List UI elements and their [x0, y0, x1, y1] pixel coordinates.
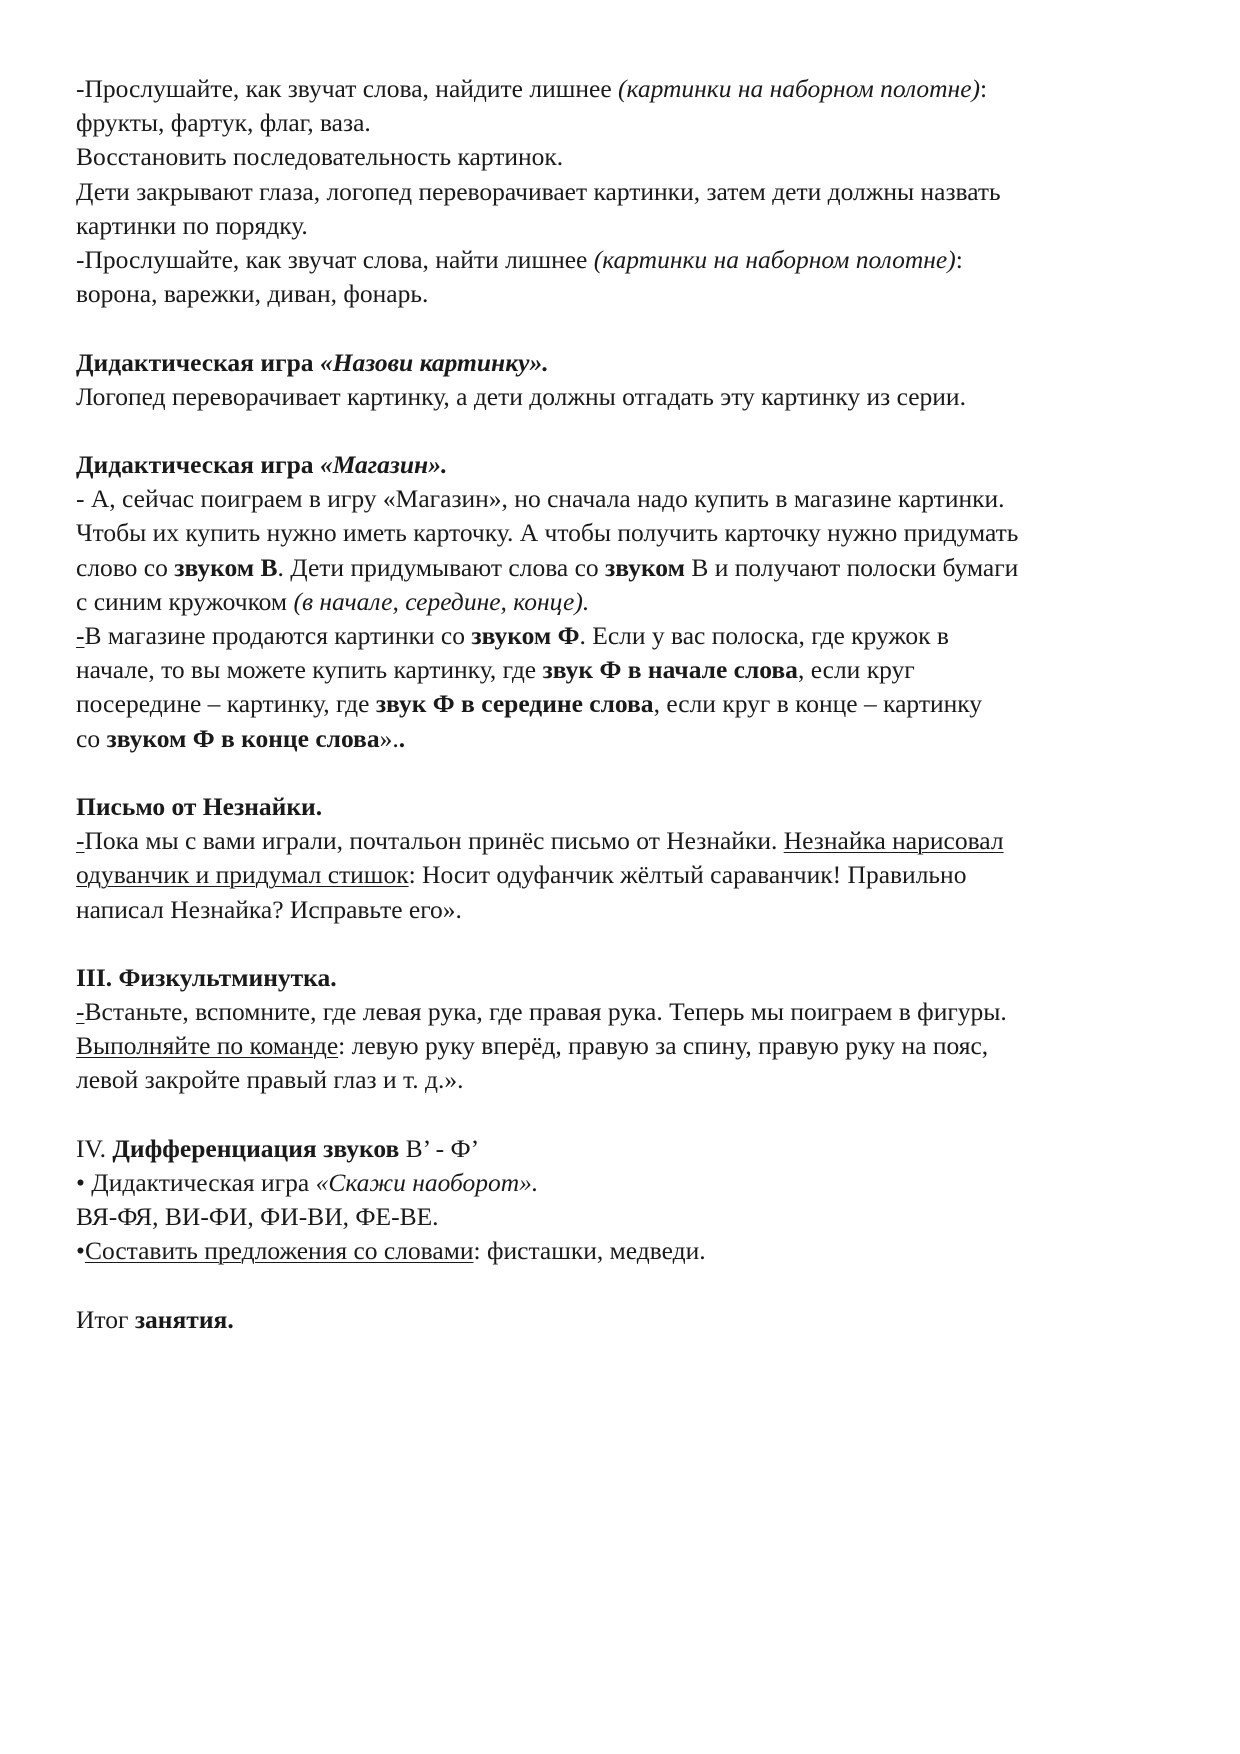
text-line: со звуком Ф в конце слова»..	[76, 723, 406, 753]
text-line: посередине – картинку, где звук Ф в середине слова, если круг в конце – картинку	[76, 689, 983, 719]
heading-title: «Магазин».	[319, 450, 448, 480]
text-line: одуванчик и придумал стишок: Носит одуфанчик жёлтый сараванчик! Правильно	[76, 860, 967, 890]
text: :	[955, 244, 963, 274]
spacer	[76, 927, 1186, 961]
heading-title: «Назови картинку».	[319, 347, 549, 377]
text: -Прослушайте, как звучат слова, найдите лишнее	[76, 74, 619, 103]
section-heading	[76, 790, 1186, 824]
spacer	[76, 414, 1186, 448]
text-line: фрукты, фартук, флаг, ваза.	[76, 108, 371, 138]
text: -Прослушайте, как звучат слова, найти лишнее	[76, 244, 594, 274]
text-line: начале, то вы можете купить картинку, где звук Ф в начале слова, если круг	[76, 655, 915, 685]
text-line: - А, сейчас поиграем в игру «Магазин», но сначала надо купить в магазине картинки.	[76, 484, 1005, 514]
text-line	[76, 72, 1186, 106]
spacer	[76, 311, 1186, 345]
text-line	[76, 243, 1186, 277]
text-line: ворона, варежки, диван, фонарь.	[76, 279, 429, 309]
text: :	[980, 74, 988, 103]
text-line: Выполняйте по команде: левую руку вперёд, правую за спину, правую руку на пояс,	[76, 1031, 989, 1061]
text-line: левой закройте правый глаз и т. д.».	[76, 1065, 464, 1095]
spacer	[76, 1269, 1186, 1303]
text-line: -Пока мы с вами играли, почтальон принёс письмо от Незнайки. Незнайка нарисовал	[76, 826, 1004, 856]
section-heading	[76, 346, 1186, 380]
italic-note: (картинки на наборном полотне)	[593, 244, 956, 274]
heading-text: Дифференциация звуков	[112, 1133, 400, 1163]
text-line: Чтобы их купить нужно иметь карточку. А чтобы получить карточку нужно придумать	[76, 518, 1019, 548]
heading-text: Письмо от Незнайки.	[76, 791, 323, 821]
document-page	[76, 72, 1186, 1337]
text-line: -Встаньте, вспомните, где левая рука, где правая рука. Теперь мы поиграем в фигуры.	[76, 997, 1007, 1027]
section-heading: IV. Дифференциация звуков В’ - Ф’	[76, 1133, 480, 1163]
list-item: •Составить предложения со словами: фисташки, медведи.	[76, 1236, 706, 1266]
section-heading	[76, 448, 1186, 482]
spacer	[76, 756, 1186, 790]
text-line: с синим кружочком (в начале, середине, конце).	[76, 586, 590, 616]
heading-text: Дидактическая игра	[76, 347, 320, 377]
text-line: Дети закрывают глаза, логопед переворачивает картинки, затем дети должны назвать	[76, 176, 1001, 206]
text-line: Логопед переворачивает картинку, а дети должны отгадать эту картинку из серии.	[76, 381, 966, 411]
section-heading	[76, 961, 1186, 995]
text-line: написал Незнайка? Исправьте его».	[76, 894, 462, 924]
text-line: -В магазине продаются картинки со звуком Ф. Если у вас полоска, где кружок в	[76, 621, 949, 650]
spacer	[76, 1098, 1186, 1132]
text-line: ВЯ-ФЯ, ВИ-ФИ, ФИ-ВИ, ФЕ-ВЕ.	[76, 1202, 439, 1232]
text-line: слово со звуком В. Дети придумывают слова со звуком В и получают полоски бумаги	[76, 552, 1019, 582]
heading-text: Дидактическая игра	[76, 450, 320, 480]
text-line: картинки по порядку.	[76, 210, 308, 240]
list-item: • Дидактическая игра «Скажи наоборот».	[76, 1168, 539, 1197]
heading-text: III. Физкультминутка.	[76, 962, 337, 992]
italic-note: (картинки на наборном полотне)	[618, 74, 981, 103]
text-line: Восстановить последовательность картинок.	[76, 142, 564, 172]
summary-line: Итог занятия.	[76, 1304, 234, 1334]
